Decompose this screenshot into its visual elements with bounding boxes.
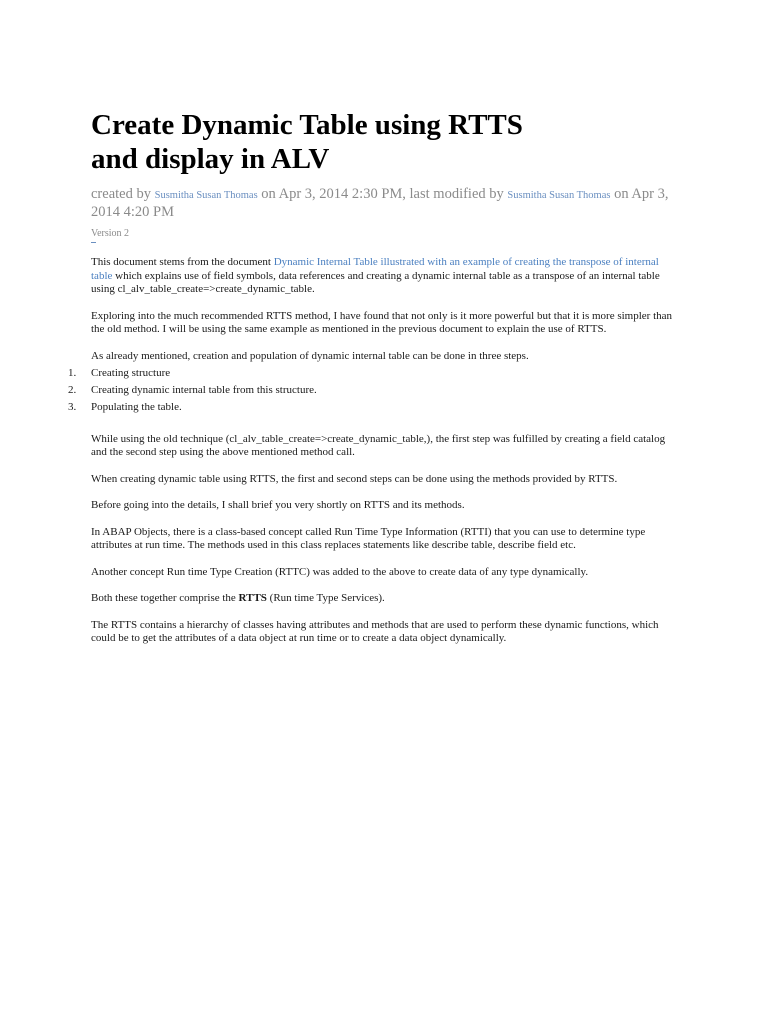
version-underline [91, 242, 96, 243]
modified-author-link[interactable]: Susmitha Susan Thomas [507, 190, 611, 201]
list-item: 2. Creating dynamic internal table from this structure. [68, 384, 317, 396]
article-meta [91, 186, 681, 220]
rtts-term: RTTS [238, 592, 267, 604]
paragraph-rtts-hierarchy: The RTTS contains a hierarchy of classes having attributes and methods that are used to perform these dynamic functions, which could be to get the attributes of a data object at run time or to create a data object dynamically. [91, 618, 659, 644]
created-author-link[interactable]: Susmitha Susan Thomas [154, 190, 258, 201]
modified-on-text: on Apr 3, 2014 4:20 PM [91, 186, 669, 220]
created-by-label: created by [91, 186, 151, 202]
created-on-text: on Apr 3, 2014 2:30 PM, last modified by [261, 186, 504, 202]
version-label[interactable]: Version 2 [91, 228, 130, 239]
paragraph-rttc: Another concept Run time Type Creation (RTTC) was added to the above to create data of any type dynamically. [91, 565, 589, 578]
document-page [68, 108, 681, 659]
paragraph-rtti: In ABAP Objects, there is a class-based concept called Run Time Type Information (RTTI) that you can use to determine type attributes at run time. The methods used in this class replaces statements like describe table, describe field etc. [91, 525, 646, 551]
paragraph-intro: This document stems from the document Dynamic Internal Table illustrated with an example of creating the transpose of internal table which explains use of field symbols, data references and creating a dynamic internal table as a transpose of an internal table using cl_alv_table_create=>create_dynamic_table. [91, 256, 660, 295]
paragraph-rtts-definition: Both these together comprise the RTTS (Run time Type Services). [91, 592, 385, 604]
paragraph-three-steps: As already mentioned, creation and population of dynamic internal table can be done in three steps. [91, 349, 529, 362]
list-item: 3. Populating the table. [68, 401, 182, 413]
paragraph-rtts-method: Exploring into the much recommended RTTS method, I have found that not only is it more powerful but that it is more simpler than the old method. I will be using the same example as mentioned in the previous document to explain the use of RTTS. [91, 309, 673, 335]
list-item: 1. Creating structure [68, 367, 171, 379]
paragraph-old-technique: While using the old technique (cl_alv_table_create=>create_dynamic_table,), the first step was fulfilled by creating a field catalog and the second step using the above mentioned method call. [91, 432, 666, 458]
article-body [68, 256, 681, 646]
source-document-link[interactable]: Dynamic Internal Table illustrated with an example of creating the transpose of internal table [91, 256, 659, 282]
steps-list [68, 367, 681, 415]
paragraph-rtts-steps: When creating dynamic table using RTTS, the first and second steps can be done using the methods provided by RTTS. [91, 472, 618, 485]
paragraph-brief: Before going into the details, I shall brief you very shortly on RTTS and its methods. [91, 499, 465, 511]
page-title: Create Dynamic Table using RTTS and display in ALV [91, 109, 523, 175]
